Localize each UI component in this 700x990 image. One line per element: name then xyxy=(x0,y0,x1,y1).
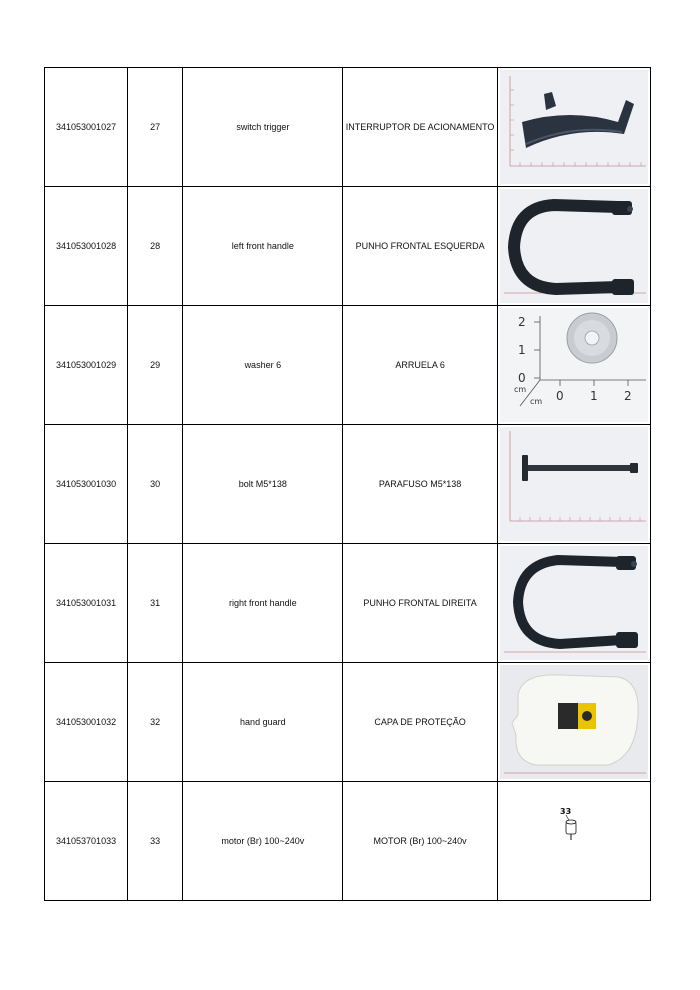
table-row xyxy=(45,187,651,306)
part-image-cell xyxy=(497,306,650,425)
scale-unit: cm xyxy=(529,397,543,406)
scale-label: 1 xyxy=(589,389,598,403)
scale-unit: cm xyxy=(513,385,527,394)
part-name-pt: CAPA DE PROTEÇÃO xyxy=(343,663,497,782)
part-code: 341053001027 xyxy=(45,68,128,187)
part-code: 341053001029 xyxy=(45,306,128,425)
motor-diagram xyxy=(500,784,648,898)
part-image-cell xyxy=(497,68,650,187)
part-number: 32 xyxy=(128,663,183,782)
table-row xyxy=(45,68,651,187)
part-image-cell xyxy=(497,187,650,306)
part-image-cell xyxy=(497,663,650,782)
part-code: 341053001031 xyxy=(45,544,128,663)
part-number: 28 xyxy=(128,187,183,306)
part-name-pt: MOTOR (Br) 100~240v xyxy=(343,782,497,901)
callout-number: 33 xyxy=(559,807,571,816)
scale-label: 0 xyxy=(517,371,526,385)
table-row xyxy=(45,306,651,425)
part-number: 29 xyxy=(128,306,183,425)
left-front-handle-photo xyxy=(500,189,648,303)
part-name-en: switch trigger xyxy=(183,68,343,187)
part-name-en: hand guard xyxy=(183,663,343,782)
parts-table xyxy=(44,67,651,901)
scale-label: 0 xyxy=(555,389,564,403)
part-code: 341053001032 xyxy=(45,663,128,782)
part-image-cell xyxy=(497,425,650,544)
table-row xyxy=(45,663,651,782)
part-number: 30 xyxy=(128,425,183,544)
switch-trigger-photo xyxy=(500,70,648,184)
part-name-en: bolt M5*138 xyxy=(183,425,343,544)
hand-guard-photo xyxy=(500,665,648,779)
scale-label: 2 xyxy=(517,315,526,329)
part-name-en: washer 6 xyxy=(183,306,343,425)
part-number: 33 xyxy=(128,782,183,901)
washer-photo xyxy=(500,308,648,422)
scale-label: 2 xyxy=(623,389,632,403)
part-name-en: left front handle xyxy=(183,187,343,306)
right-front-handle-photo xyxy=(500,546,648,660)
part-image-cell xyxy=(497,782,650,901)
part-name-en: right front handle xyxy=(183,544,343,663)
scale-label: 1 xyxy=(517,343,526,357)
part-code: 341053001028 xyxy=(45,187,128,306)
part-name-pt: PARAFUSO M5*138 xyxy=(343,425,497,544)
table-row xyxy=(45,425,651,544)
part-name-pt: PUNHO FRONTAL ESQUERDA xyxy=(343,187,497,306)
table-row xyxy=(45,544,651,663)
part-name-pt: PUNHO FRONTAL DIREITA xyxy=(343,544,497,663)
bolt-photo xyxy=(500,427,648,541)
part-number: 27 xyxy=(128,68,183,187)
part-number: 31 xyxy=(128,544,183,663)
part-name-en: motor (Br) 100~240v xyxy=(183,782,343,901)
part-name-pt: INTERRUPTOR DE ACIONAMENTO xyxy=(343,68,497,187)
part-code: 341053701033 xyxy=(45,782,128,901)
table-row xyxy=(45,782,651,901)
part-code: 341053001030 xyxy=(45,425,128,544)
part-image-cell xyxy=(497,544,650,663)
part-name-pt: ARRUELA 6 xyxy=(343,306,497,425)
